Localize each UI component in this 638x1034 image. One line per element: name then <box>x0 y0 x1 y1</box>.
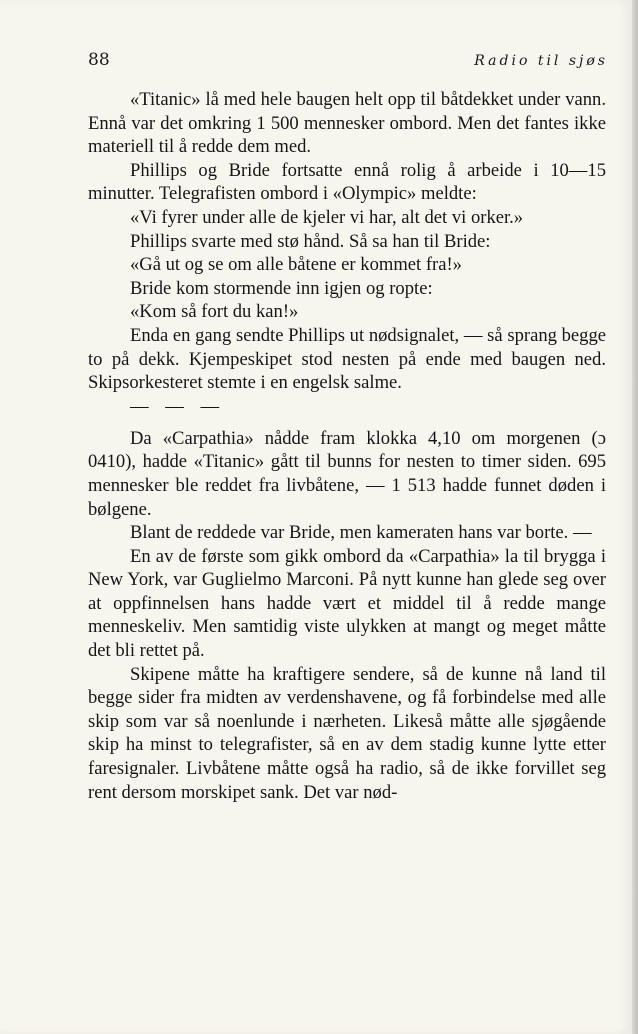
page-number: 88 <box>88 50 110 70</box>
paragraph: Bride kom stormende inn igjen og ropte: <box>130 277 433 299</box>
running-title: Radio til sjøs <box>474 53 608 69</box>
paragraph: En av de første som gikk ombord da «Carpathia» la til brygga i New York, var Guglielmo Marconi. På nytt kunne han glede seg over at oppfinnelsen hans hadde vært et middel til å redde mange menneskeliv. Men samtidig viste ulykken at mangt og meget måtte det bli rettet på. <box>88 545 606 662</box>
paragraph: Skipene måtte ha kraftigere sendere, så de kunne nå land til begge sider fra midten av verdenshavene, og få forbindelse med alle skip som var så noenlunde i nærheten. Likeså måtte alle sjøgående skip ha minst to telegrafister, så en av dem stadig kunne lytte etter faresignaler. Livbåtene måtte også ha radio, så de ikke forvillet seg rent dersom morskipet sank. Det var nød- <box>88 663 606 803</box>
paragraph: Enda en gang sendte Phillips ut nødsignalet, — så sprang begge to på dekk. Kjempeskipet stod nesten på ende med baugen ned. Skipsorkesteret stemte i en engelsk salme. <box>88 324 606 394</box>
paragraph: Phillips svarte med stø hånd. Så sa han til Bride: <box>130 230 491 252</box>
paragraph: Blant de reddede var Bride, men kameraten hans var borte. — <box>130 522 592 544</box>
paragraph: Da «Carpathia» nådde fram klokka 4,10 om morgenen (ɔ 0410), hadde «Titanic» gått til bunns for nesten to timer siden. 695 mennesker ble reddet fra livbåtene, — 1 513 hadde funnet døden i bølgene. <box>88 427 606 520</box>
paragraph: «Kom så fort du kan!» <box>130 301 299 323</box>
paragraph: «Titanic» lå med hele baugen helt opp til båtdekket under vann. Ennå var det omkring 1 500 mennesker ombord. Men det fantes ikke materiell til å redde dem med. <box>88 89 606 158</box>
paragraph: «Vi fyrer under alle de kjeler vi har, alt det vi orker.» <box>130 206 524 228</box>
paragraph: Phillips og Bride fortsatte ennå rolig å arbeide i 10—15 minutter. Telegrafisten ombord i «Olympic» meldte: <box>88 159 606 205</box>
section-separator: — — — <box>130 395 226 417</box>
paragraph: «Gå ut og se om alle båtene er kommet fra!» <box>130 254 462 276</box>
page-edge <box>632 0 638 1034</box>
page-header <box>88 50 608 74</box>
body-text <box>88 88 606 804</box>
